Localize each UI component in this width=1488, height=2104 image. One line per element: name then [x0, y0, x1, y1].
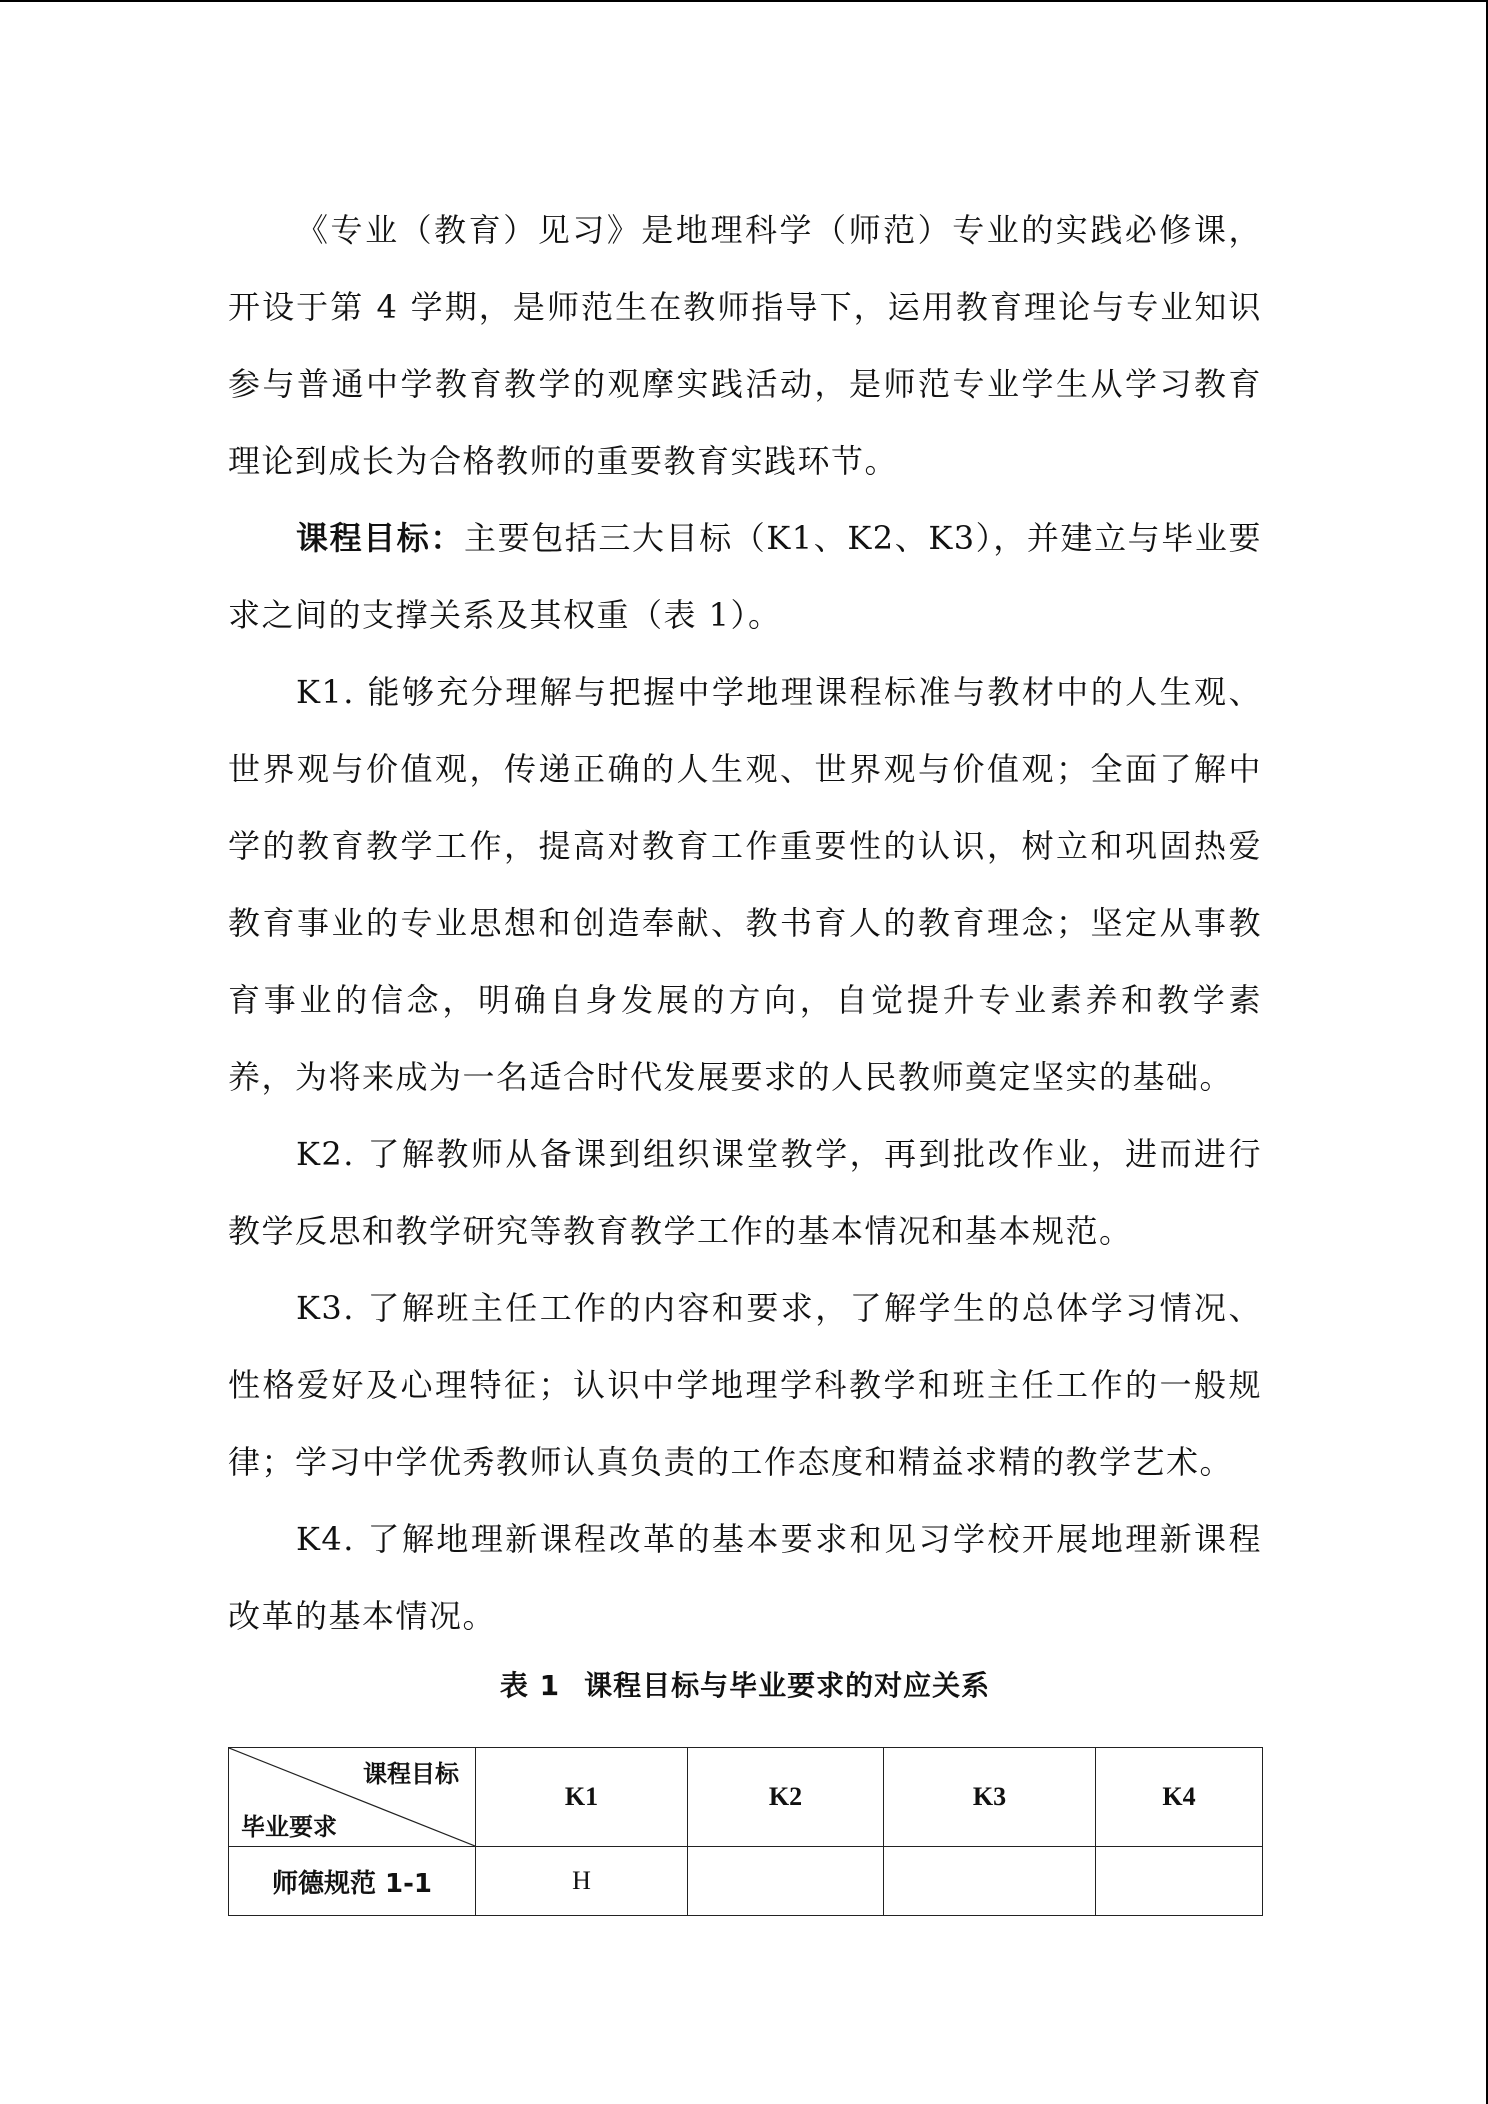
column-header-k3: K3: [884, 1748, 1096, 1847]
table-corner-cell: [229, 1748, 476, 1847]
row-label: 师德规范 1-1: [229, 1847, 476, 1916]
objective-k4-paragraph: K4. 了解地理新课程改革的基本要求和见习学校开展地理新课程改革的基本情况。: [228, 1520, 1262, 1635]
intro-paragraph: 《专业（教育）见习》是地理科学（师范）专业的实践必修课，开设于第 4 学期，是师范生在教师指导下，运用教育理论与专业知识参与普通中学教育教学的观摩实践活动，是师范专业学生从学习教育理论到成长为合格教师的重要教育实践环节。: [228, 211, 1262, 480]
page-top-border: [0, 0, 1488, 2]
table-cell-k3: [884, 1847, 1096, 1916]
objective-k3-paragraph: K3. 了解班主任工作的内容和要求，了解学生的总体学习情况、性格爱好及心理特征；认识中学地理学科教学和班主任工作的一般规律；学习中学优秀教师认真负责的工作态度和精益求精的教学艺术。: [228, 1289, 1262, 1481]
table-cell-k1: H: [476, 1847, 688, 1916]
table-caption: [228, 1664, 1262, 1704]
table-row: [229, 1847, 1263, 1916]
objective-k1-paragraph: K1. 能够充分理解与把握中学地理课程标准与教材中的人生观、世界观与价值观，传递正确的人生观、世界观与价值观；全面了解中学的教育教学工作，提高对教育工作重要性的认识，树立和巩固热爱教育事业的专业思想和创造奉献、教书育人的教育理念；坚定从事教育事业的信念，明确自身发展的方向，自觉提升专业素养和教学素养，为将来成为一名适合时代发展要求的人民教师奠定坚实的基础。: [228, 673, 1262, 1096]
objectives-paragraph: [228, 500, 1262, 654]
objectives-label: 课程目标：: [296, 519, 464, 557]
table-cell-k4: [1096, 1847, 1263, 1916]
document-body: [228, 192, 1262, 1655]
header-graduation-requirements: 毕业要求: [241, 1813, 337, 1841]
column-header-k2: K2: [688, 1748, 884, 1847]
column-header-k1: K1: [476, 1748, 688, 1847]
objectives-requirements-table: [228, 1747, 1263, 1916]
objectives-text: 主要包括三大目标（K1、K2、K3），并建立与毕业要求之间的支撑关系及其权重（表 1）。: [228, 519, 1262, 634]
table-header-row: [229, 1748, 1263, 1847]
table-cell-k2: [688, 1847, 884, 1916]
objective-k2-paragraph: K2. 了解教师从备课到组织课堂教学，再到批改作业，进而进行教学反思和教学研究等教育教学工作的基本情况和基本规范。: [228, 1135, 1262, 1250]
column-header-k4: K4: [1096, 1748, 1263, 1847]
table-caption-number: 表 1: [499, 1669, 561, 1702]
table-caption-title: 课程目标与毕业要求的对应关系: [584, 1669, 991, 1702]
header-course-objectives: 课程目标: [363, 1760, 459, 1788]
